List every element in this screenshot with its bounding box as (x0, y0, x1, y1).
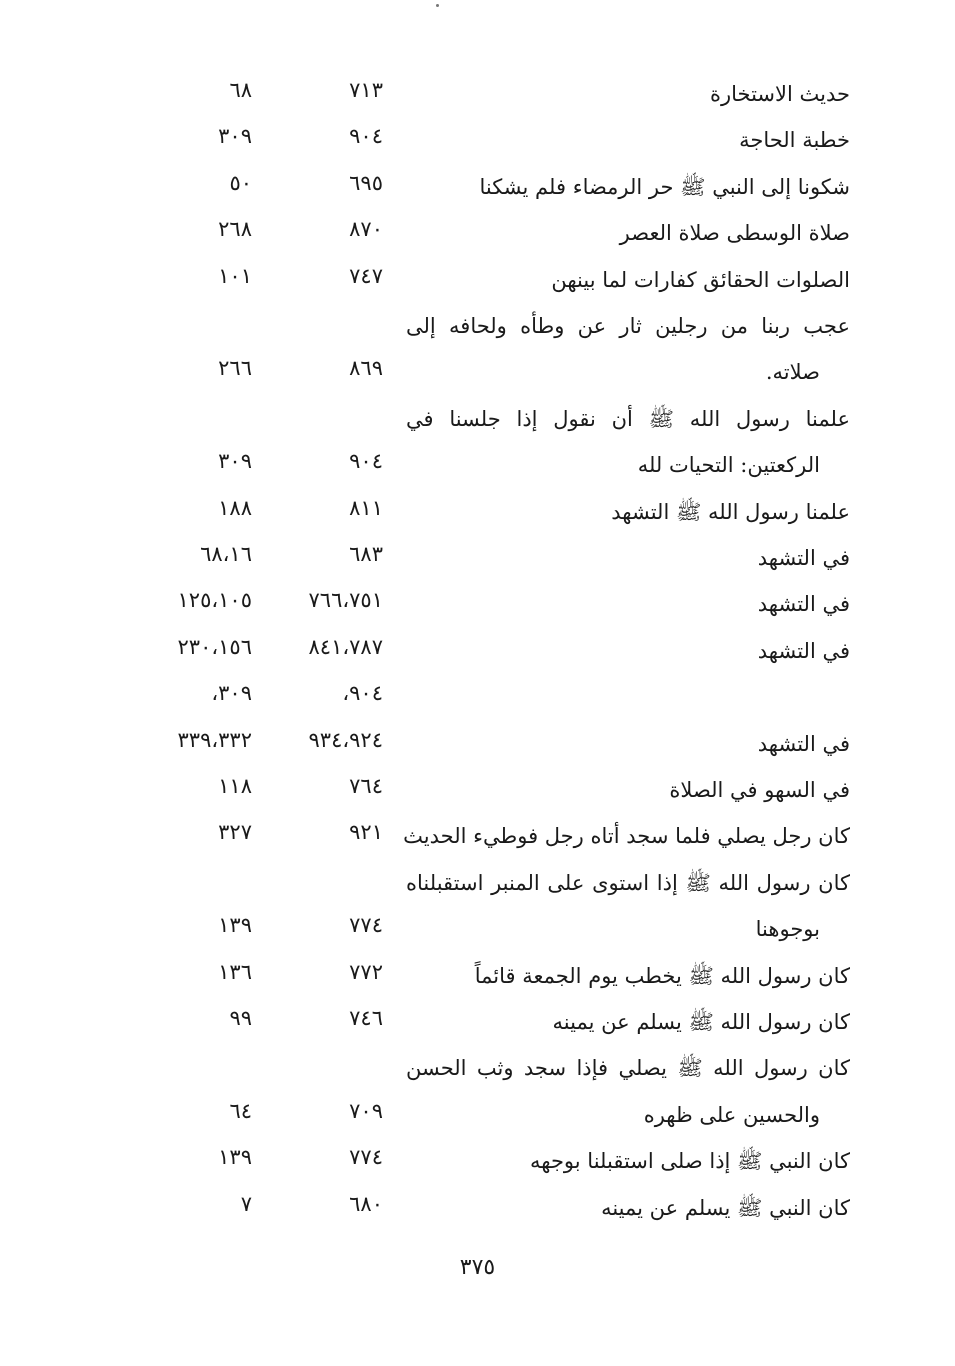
entry-text: كان النبي ﷺ يسلم عن يمينه (601, 1195, 850, 1220)
entry-number-secondary: ٦٨،١٦ (200, 542, 252, 566)
entry-text: كان النبي ﷺ إذا صلى استقبلنا بوجهه (530, 1149, 850, 1174)
entry-text: كان رسول الله ﷺ يسلم عن يمينه (552, 1010, 850, 1034)
entry-number-secondary: ٢٦٨ (218, 217, 252, 242)
index-entry-row (0, 863, 955, 910)
entry-text: الركعتين: التحيات لله (637, 453, 820, 478)
entry-number-primary: ٦٩٥ (349, 170, 383, 195)
index-entry-row (0, 724, 955, 771)
entry-text: صلاته. (765, 360, 820, 385)
entry-number-primary: ٧٠٩ (349, 1098, 383, 1123)
entry-text: كان رجل يصلي فلما سجد أتاه رجل فوطيء الحديث (403, 824, 850, 849)
entry-text: الصلوات الحقائق كفارات لما بينهن (551, 267, 850, 292)
index-entry-row (0, 167, 955, 214)
index-entry-row (0, 1048, 955, 1095)
index-entry-row (0, 352, 955, 399)
entry-number-secondary: ٣٠٩ (218, 124, 252, 149)
entry-text: في التشهد (757, 638, 850, 663)
entry-number-secondary: ١٣٩ (218, 913, 252, 938)
entry-text: في السهو في الصلاة (669, 778, 850, 802)
entry-number-primary: ٧٧٤ (349, 913, 383, 938)
entry-number-secondary: ٧ (240, 1191, 252, 1216)
entry-text: كان رسول الله ﷺ يخطب يوم الجمعة قائماً (474, 963, 850, 988)
entry-number-primary: ٧٧٤ (349, 1145, 383, 1170)
entry-number-primary (243, 399, 383, 431)
entry-number-secondary (102, 399, 252, 431)
entry-number-primary: ٦٨٠ (349, 1191, 383, 1216)
index-entry-row (0, 631, 955, 678)
entry-number-primary: ٨١١ (349, 495, 383, 520)
index-entry-row (0, 584, 955, 631)
entry-number-primary: ٩٠٤، (342, 681, 383, 706)
entry-number-primary: ٩٠٤ (349, 124, 383, 149)
entry-text: علمنا رسول الله ﷺ أن نقول إذا جلسنا في (406, 406, 850, 431)
entry-number-secondary (102, 863, 252, 895)
entry-number-secondary: ١١٨ (218, 774, 252, 798)
index-entry-row (0, 445, 955, 492)
entry-text: خطبة الحاجة (739, 128, 850, 153)
entry-number-secondary: ٩٩ (229, 1006, 252, 1030)
page-number: ٣٧٥ (459, 1255, 496, 1280)
index-entry-row (0, 1188, 955, 1235)
index-entry-row (0, 1141, 955, 1188)
entry-number-primary: ٩٣٤،٩٢٤ (308, 727, 383, 752)
entry-number-secondary: ٣٢٧ (218, 820, 252, 845)
entry-number-primary: ٩٢١ (349, 820, 383, 845)
index-entry-row (0, 770, 955, 817)
entry-number-secondary: ٢٣٠،١٥٦ (177, 634, 252, 659)
entry-text: كان رسول الله ﷺ إذا استوى على المنبر استقبلناه (406, 870, 850, 895)
entry-number-secondary: ٦٨ (229, 78, 252, 102)
entry-number-primary: ٨٤١،٧٨٧ (308, 634, 383, 659)
entry-number-primary (243, 1048, 383, 1080)
entry-number-primary: ٨٧٠ (349, 217, 383, 242)
entry-text: علمنا رسول الله ﷺ التشهد (611, 499, 850, 524)
entry-number-secondary (102, 1048, 252, 1080)
entry-number-secondary: ١٨٨ (218, 495, 252, 520)
entry-number-secondary: ٣٣٩،٣٣٢ (177, 727, 252, 752)
entry-text: بوجوهنا (755, 917, 820, 942)
entry-text: عجب ربنا من رجلين ثار عن وطأه ولحافه إلى (406, 314, 850, 338)
index-entry-row (0, 260, 955, 307)
entry-number-primary: ٧٦٤ (349, 774, 383, 798)
entry-number-secondary: ١٣٦ (218, 959, 252, 984)
entry-text: حديث الاستخارة (710, 82, 850, 106)
entry-text: شكونا إلى النبي ﷺ حر الرمضاء فلم يشكنا (479, 174, 850, 199)
entry-number-primary (243, 863, 383, 895)
entry-number-secondary: ٥٠ (229, 170, 252, 195)
entry-text: كان رسول الله ﷺ يصلي فإذا سجد وثب الحسن (406, 1056, 850, 1081)
entry-text: في التشهد (757, 592, 850, 617)
entry-number-primary: ٧٦٦،٧٥١ (308, 588, 383, 613)
index-entry-row (0, 120, 955, 167)
entry-number-primary: ٧١٣ (349, 78, 383, 102)
index-entry-row (0, 74, 955, 121)
index-entry-row (0, 1095, 955, 1142)
index-entry-row (0, 538, 955, 585)
index-entry-row (0, 399, 955, 446)
entry-number-secondary: ٦٤ (229, 1098, 252, 1123)
entry-number-primary: ٦٨٣ (349, 542, 383, 566)
entry-number-secondary: ١٣٩ (218, 1145, 252, 1170)
index-entry-row (0, 816, 955, 863)
entry-number-secondary: ١٢٥،١٠٥ (177, 588, 252, 613)
entry-number-primary: ٧٤٦ (349, 1006, 383, 1030)
entry-number-secondary: ٢٦٦ (218, 356, 252, 381)
index-entry-row (0, 909, 955, 956)
entry-number-primary: ٧٧٢ (349, 959, 383, 984)
index-entry-row (0, 1002, 955, 1049)
index-entry-row (0, 677, 955, 724)
entry-text: في التشهد (757, 731, 850, 756)
scan-dot (436, 4, 439, 7)
entry-number-secondary: ٣٠٩ (218, 449, 252, 474)
entry-number-primary: ٨٦٩ (349, 356, 383, 381)
entry-text: والحسين على ظهره (643, 1102, 820, 1127)
entry-number-secondary: ١٠١ (218, 263, 252, 288)
entry-number-primary (243, 306, 383, 338)
entry-text: في التشهد (757, 546, 850, 570)
index-entry-row (0, 306, 955, 353)
entry-number-secondary (102, 306, 252, 338)
entry-number-secondary: ٣٠٩، (211, 681, 252, 706)
index-entry-row (0, 492, 955, 539)
index-entry-row (0, 213, 955, 260)
entry-number-primary: ٧٤٧ (349, 263, 383, 288)
index-entry-row (0, 956, 955, 1003)
entry-number-primary: ٩٠٤ (349, 449, 383, 474)
entry-text: صلاة الوسطى صلاة العصر (619, 221, 850, 246)
